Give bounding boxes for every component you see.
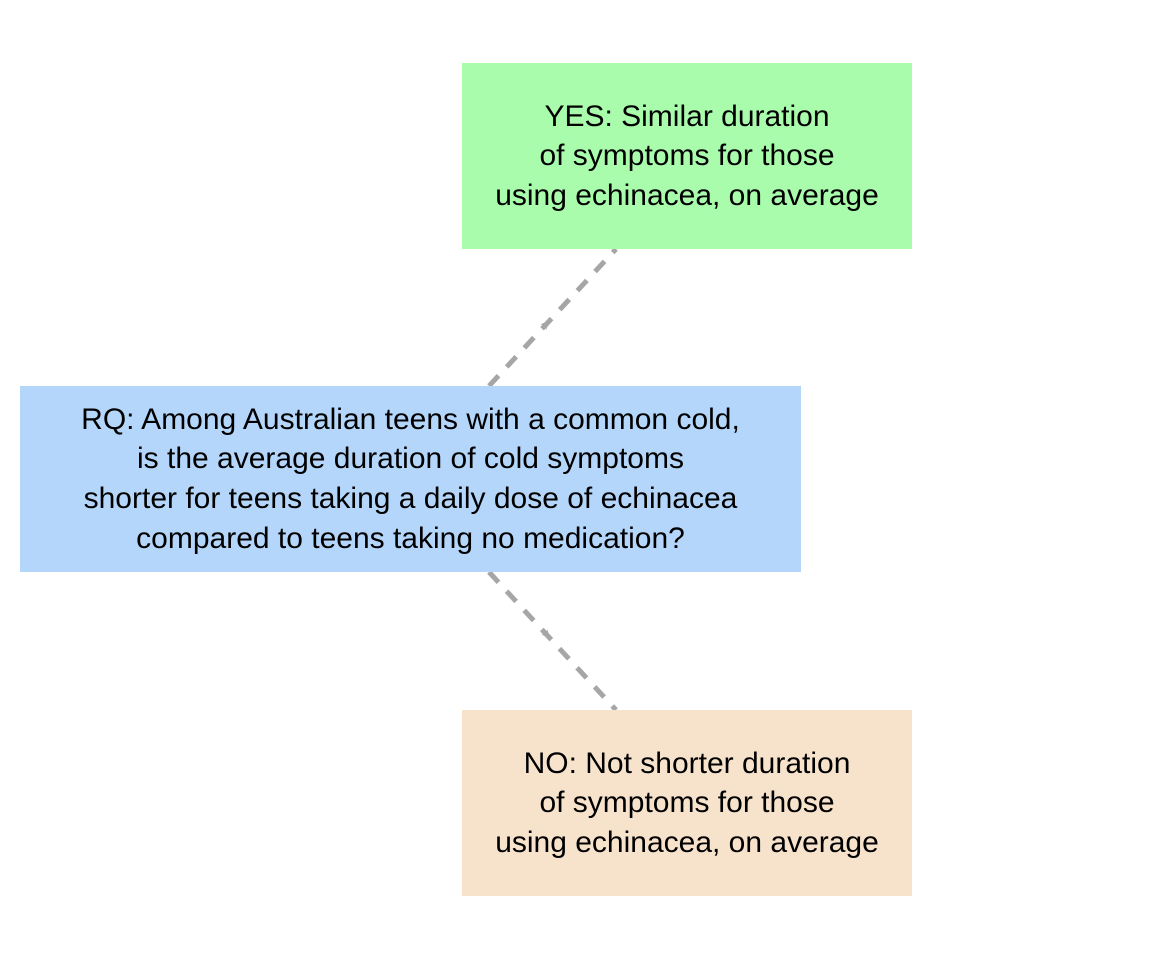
research-question-line-3: shorter for teens taking a daily dose of echinacea bbox=[83, 482, 738, 515]
outcome-no-line-3: using echinacea, on average bbox=[495, 825, 879, 859]
outcome-yes-line-1: YES: Similar duration bbox=[544, 99, 830, 133]
edge-rq-to-yes-arrow bbox=[489, 322, 548, 386]
outcome-yes-line-2: of symptoms for those bbox=[539, 139, 835, 173]
outcome-yes-line-3: using echinacea, on average bbox=[495, 178, 879, 212]
research-question-node bbox=[20, 386, 801, 572]
research-question-line-4: compared to teens taking no medication? bbox=[136, 521, 685, 555]
edge-rq-to-no-arrow bbox=[489, 572, 549, 637]
outcome-no-node bbox=[462, 710, 912, 896]
edge-rq-to-yes bbox=[489, 249, 616, 386]
research-question-line-2: is the average duration of cold symptoms bbox=[137, 442, 684, 476]
edge-rq-to-no bbox=[489, 572, 616, 710]
outcome-yes-node bbox=[462, 63, 912, 249]
outcome-no-line-1: NO: Not shorter duration bbox=[523, 746, 851, 780]
outcome-no-line-2: of symptoms for those bbox=[539, 786, 835, 820]
research-question-line-1: RQ: Among Australian teens with a common cold, bbox=[81, 402, 740, 436]
